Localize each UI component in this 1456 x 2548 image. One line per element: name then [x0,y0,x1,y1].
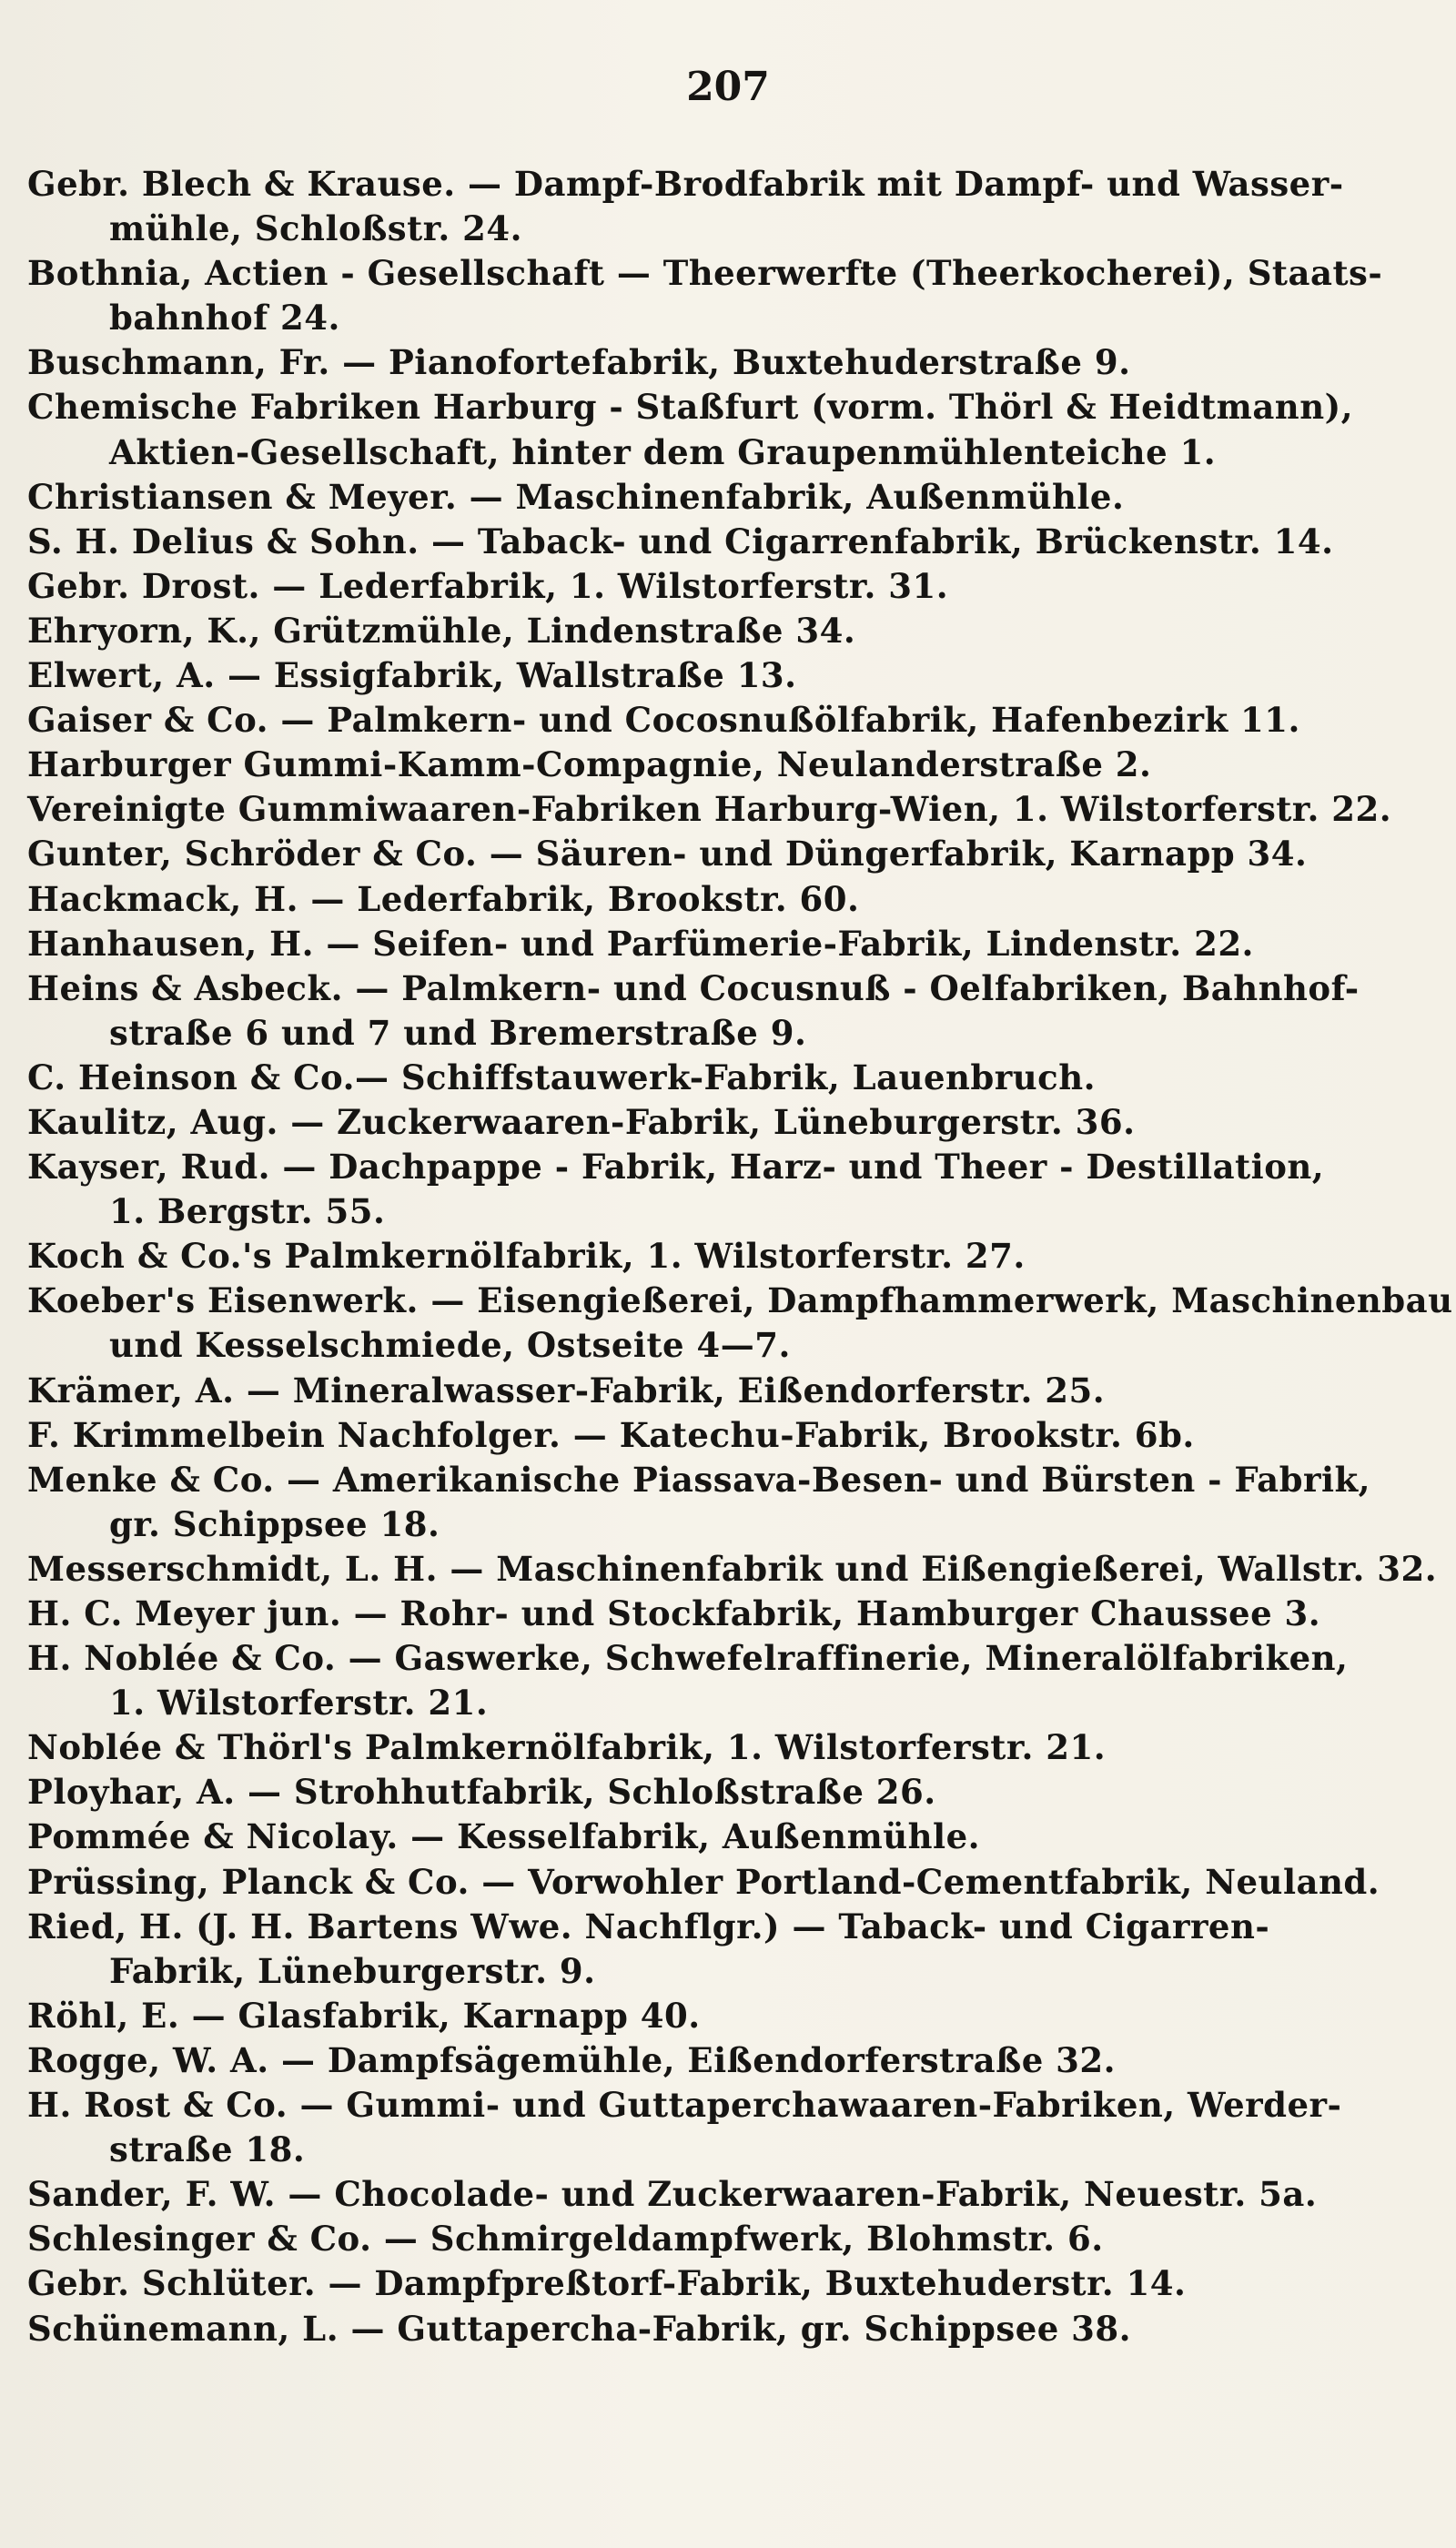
entry-line: Sander, F. W. — Chocolade- und Zuckerwaaren-Fabrik, Neuestr. 5a. [27,2174,1318,2215]
directory-entry [27,1413,1429,1458]
directory-entry [27,1279,1453,1368]
entry-line: F. Krimmelbein Nachfolger. — Katechu-Fabrik, Brookstr. 6b. [27,1414,1195,1455]
entry-line: Menke & Co. — Amerikanische Piassava-Besen- und Bürsten - Fabrik, [27,1459,1371,1500]
directory-entry [27,251,1429,340]
entry-continuation-line: straße 6 und 7 und Bremerstraße 9. [109,1012,807,1053]
entry-line: Gebr. Blech & Krause. — Dampf-Brodfabrik mit Dampf- und Wasser- [27,164,1344,204]
entry-line: Krämer, A. — Mineralwasser-Fabrik, Eißendorferstr. 25. [27,1370,1106,1410]
directory-entry [27,1815,1429,1859]
directory-entry [27,1145,1429,1234]
directory-entry [27,2038,1429,2083]
entry-continuation-line: mühle, Schloßstr. 24. [109,208,522,249]
directory-entry [27,1056,1429,1100]
entry-line: Prüssing, Planck & Co. — Vorwohler Portland-Cementfabrik, Neuland. [27,1861,1380,1902]
entry-continuation-line: Fabrik, Lüneburgerstr. 9. [109,1950,596,1991]
directory-entry [27,966,1429,1056]
directory-entry [27,2307,1429,2351]
directory-entry [27,340,1429,385]
directory-entry [27,877,1429,922]
entry-line: Schlesinger & Co. — Schmirgeldampfwerk, Blohmstr. 6. [27,2219,1104,2260]
directory-entry [27,1994,1429,2038]
directory-entry [27,653,1429,698]
entry-line: Christiansen & Meyer. — Maschinenfabrik, Außenmühle. [27,476,1125,517]
directory-entry [27,2217,1429,2261]
entry-line: Pommée & Nicolay. — Kesselfabrik, Außenmühle. [27,1816,981,1857]
entry-line: Röhl, E. — Glasfabrik, Karnapp 40. [27,1995,701,2036]
directory-entry [27,698,1429,743]
entry-line: Heins & Asbeck. — Palmkern- und Cocusnuß - Oelfabriken, Bahnhof- [27,967,1360,1008]
entry-continuation-line: 1. Bergstr. 55. [109,1191,386,1232]
directory-entry [27,1100,1429,1145]
entry-line: H. Noblée & Co. — Gaswerke, Schwefelraffinerie, Mineralölfabriken, [27,1638,1349,1679]
entry-continuation-line: Aktien-Gesellschaft, hinter dem Graupenmühlenteiche 1. [109,431,1217,472]
entry-line: Buschmann, Fr. — Pianofortefabrik, Buxtehuderstraße 9. [27,342,1131,383]
entry-line: Gebr. Schlüter. — Dampfpreßtorf-Fabrik, Buxtehuderstr. 14. [27,2263,1187,2304]
directory-entry [27,1905,1429,1994]
entry-line: H. Rost & Co. — Gummi- und Guttaperchawaaren-Fabriken, Werder- [27,2085,1342,2126]
directory-entry [27,1592,1429,1636]
directory-entry [27,2172,1429,2217]
directory-entry [27,1636,1429,1725]
directory-entry [27,1234,1429,1279]
directory-entry [27,832,1429,876]
entry-line: Hackmack, H. — Lederfabrik, Brookstr. 60. [27,878,860,919]
directory-entry [27,520,1429,564]
entry-line: Kayser, Rud. — Dachpappe - Fabrik, Harz- und Theer - Destillation, [27,1147,1325,1188]
entry-line: Gunter, Schröder & Co. — Säuren- und Düngerfabrik, Karnapp 34. [27,834,1308,875]
entry-line: Gebr. Drost. — Lederfabrik, 1. Wilstorferstr. 31. [27,565,949,606]
entry-line: S. H. Delius & Sohn. — Taback- und Cigarrenfabrik, Brückenstr. 14. [27,521,1334,561]
directory-entry [27,475,1429,520]
entry-line: Schünemann, L. — Guttapercha-Fabrik, gr. Schippsee 38. [27,2308,1132,2349]
entry-line: Harburger Gummi-Kamm-Compagnie, Neulanderstraße 2. [27,744,1152,785]
entry-continuation-line: gr. Schippsee 18. [109,1503,440,1544]
directory-entry [27,2261,1429,2306]
entry-line: Kaulitz, Aug. — Zuckerwaaren-Fabrik, Lüneburgerstr. 36. [27,1101,1136,1142]
entry-continuation-line: 1. Wilstorferstr. 21. [109,1683,489,1724]
entry-line: Bothnia, Actien - Gesellschaft — Theerwerfte (Theerkocherei), Staats- [27,253,1383,294]
entry-line: Messerschmidt, L. H. — Maschinenfabrik und Eißengießerei, Wallstr. 32. [27,1548,1438,1589]
entry-line: Gaiser & Co. — Palmkern- und Cocosnußölfabrik, Hafenbezirk 11. [27,700,1300,741]
entry-line: Hanhausen, H. — Seifen- und Parfümerie-Fabrik, Lindenstr. 22. [27,923,1254,964]
directory-entry [27,1547,1438,1592]
directory-entry [27,564,1429,609]
entry-line: Ployhar, A. — Strohhutfabrik, Schloßstraße 26. [27,1772,936,1813]
entry-line: Ried, H. (J. H. Bartens Wwe. Nachflgr.) — Taback- und Cigarren- [27,1906,1270,1946]
entry-continuation-line: straße 18. [109,2129,306,2170]
directory-entry [27,609,1429,653]
directory-entry [27,1770,1429,1815]
directory-entry [27,162,1429,251]
entry-line: Elwert, A. — Essigfabrik, Wallstraße 13. [27,655,797,696]
directory-entry [27,743,1429,787]
page-number: 207 [686,64,770,110]
directory-list [27,162,1453,2351]
directory-entry [27,1725,1429,1770]
entry-line: H. C. Meyer jun. — Rohr- und Stockfabrik, Hamburger Chaussee 3. [27,1593,1321,1633]
entry-line: Ehryorn, K., Grützmühle, Lindenstraße 34. [27,610,856,651]
entry-continuation-line: bahnhof 24. [109,298,340,339]
directory-entry [27,1458,1429,1547]
directory-entry [27,1369,1429,1413]
entry-line: Koeber's Eisenwerk. — Eisengießerei, Dampfhammerwerk, Maschinenbau [27,1280,1453,1321]
directory-entry [27,922,1429,966]
directory-entry [27,1860,1429,1905]
entry-line: Rogge, W. A. — Dampfsägemühle, Eißendorferstraße 32. [27,2039,1116,2080]
entry-line: Vereinigte Gummiwaaren-Fabriken Harburg-Wien, 1. Wilstorferstr. 22. [27,789,1392,830]
directory-entry [27,385,1429,474]
entry-continuation-line: und Kesselschmiede, Ostseite 4—7. [109,1325,791,1366]
entry-line: Noblée & Thörl's Palmkernölfabrik, 1. Wilstorferstr. 21. [27,1727,1107,1768]
directory-entry [27,787,1429,832]
entry-line: Koch & Co.'s Palmkernölfabrik, 1. Wilstorferstr. 27. [27,1236,1026,1277]
entry-line: Chemische Fabriken Harburg - Staßfurt (vorm. Thörl & Heidtmann), [27,387,1353,428]
entry-line: C. Heinson & Co.— Schiffstauwerk-Fabrik, Lauenbruch. [27,1057,1096,1097]
directory-entry [27,2083,1429,2172]
